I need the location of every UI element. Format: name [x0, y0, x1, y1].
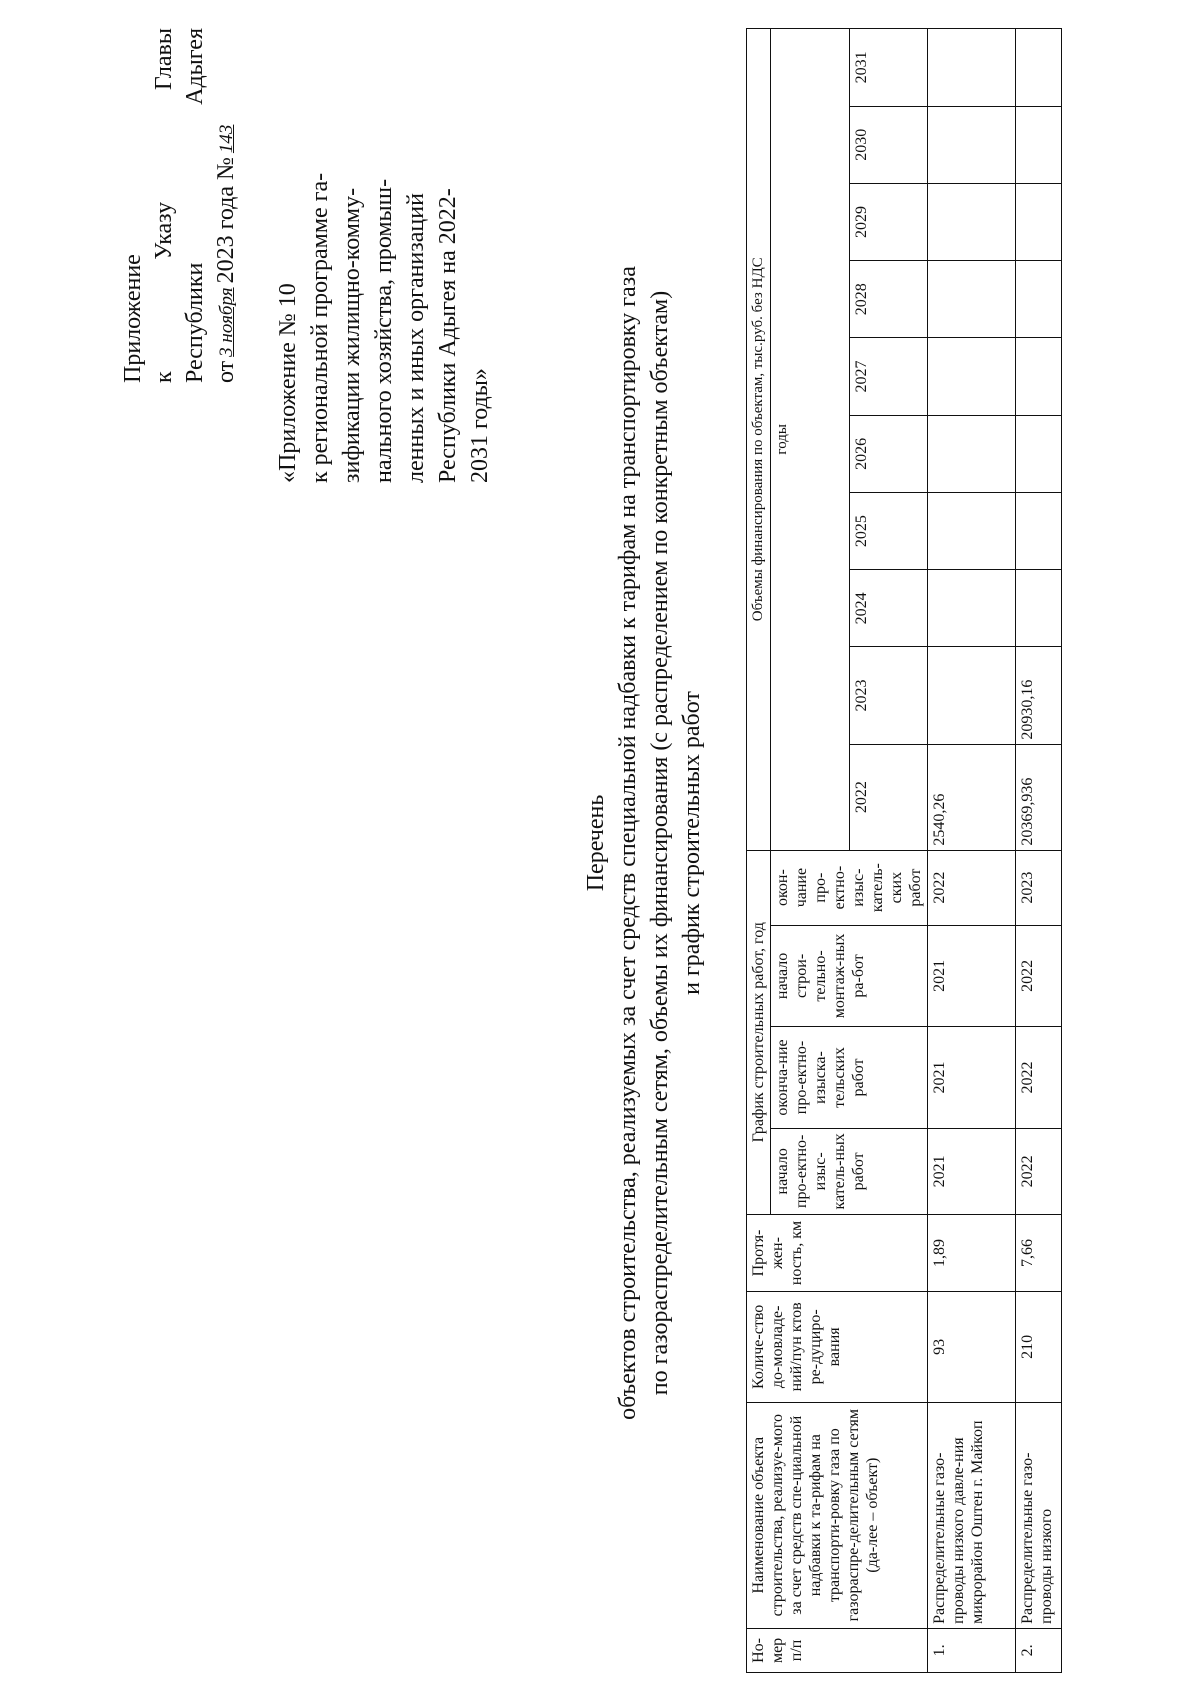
header-schedule-1: начало про-ектно-изыс-катель-ных работ	[771, 1128, 928, 1214]
cell-2028	[1016, 261, 1062, 338]
cell-2024	[1016, 570, 1062, 647]
header-count: Количе-ство до-мовладе-ний/пун ктов ре-дуциро-вания	[747, 1292, 928, 1402]
annex-date-prefix: от	[213, 360, 239, 383]
cell-count: 210	[1016, 1292, 1062, 1402]
annex-line1: Приложение	[120, 254, 146, 383]
cell-length: 1,89	[928, 1214, 1016, 1291]
header-schedule-2: оконча-ние про-ектно-изыска-тельских работ	[771, 1027, 928, 1129]
title-heading: Перечень	[583, 794, 609, 892]
header-name: Наименование объекта строительства, реализуе-мого за счет средств спе-циальной надбавки к та-рифам на транспорти-ровку газа по газораспре-делительным сетям (да-лее – объект)	[747, 1402, 928, 1628]
header-year-2025: 2025	[849, 492, 928, 569]
cell-schedule-2: 2021	[928, 1027, 1016, 1129]
header-year-2027: 2027	[849, 338, 928, 415]
annex2-line: «Приложение № 10	[275, 283, 301, 483]
header-schedule-group: График строительных работ, год	[747, 850, 771, 1214]
header-schedule-3: начало строи-тельно-монтаж-ных ра-бот	[771, 925, 928, 1027]
cell-2023	[928, 647, 1016, 744]
cell-length: 7,66	[1016, 1214, 1062, 1291]
header-num: Но-мер п/п	[747, 1628, 928, 1672]
header-year-2028: 2028	[849, 261, 928, 338]
cell-name: Распределительные газо-проводы низкого давле-ния микрорайон Оштен г. Майкоп	[928, 1402, 1016, 1628]
header-year-2023: 2023	[849, 647, 928, 744]
annex-10-note	[272, 28, 496, 483]
header-year-2022: 2022	[849, 744, 928, 850]
document-title	[580, 248, 708, 1438]
cell-schedule-4: 2023	[1016, 850, 1062, 925]
cell-2025	[928, 492, 1016, 569]
cell-name: Распределительные газо-проводы низкого	[1016, 1402, 1062, 1628]
annex2-line: Республики Адыгея на 2022-	[435, 188, 461, 483]
cell-2029	[1016, 183, 1062, 260]
header-year-2026: 2026	[849, 415, 928, 492]
annex-date: 3 ноября	[216, 287, 237, 357]
cell-num: 1.	[928, 1628, 1016, 1672]
annex-line2-b: Указу	[151, 201, 177, 260]
cell-schedule-1: 2021	[928, 1128, 1016, 1214]
annex2-line: к региональной программе га-	[307, 172, 333, 483]
cell-schedule-4: 2022	[928, 850, 1016, 925]
cell-count: 93	[928, 1292, 1016, 1402]
cell-2030	[928, 106, 1016, 183]
header-finance-group: Объемы финансирования по объектам, тыс.руб. без НДС	[747, 29, 771, 851]
cell-2022: 2540,26	[928, 744, 1016, 850]
annex-line3-a: Республики	[182, 262, 208, 383]
header-year-2030: 2030	[849, 106, 928, 183]
title-line: и график строительных работ	[679, 691, 705, 995]
annex-date-year: 2023 года №	[213, 157, 239, 284]
cell-schedule-2: 2022	[1016, 1027, 1062, 1129]
annex2-line: ленных и иных организаций	[403, 193, 429, 483]
objects-table	[746, 28, 1062, 1673]
annex-line2-c: Главы	[151, 28, 177, 91]
annex2-line: 2031 годы»	[467, 368, 493, 483]
annex2-line: зификации жилищно-комму-	[339, 187, 365, 483]
header-years-label: годы	[771, 29, 850, 851]
cell-num: 2.	[1016, 1628, 1062, 1672]
annex2-line: нального хозяйства, промыш-	[371, 178, 397, 483]
cell-2031	[928, 29, 1016, 107]
cell-2023: 20930,16	[1016, 647, 1062, 744]
header-schedule-4: окон-чание про-ектно-изыс-катель-ских работ	[771, 850, 928, 925]
header-year-2031: 2031	[849, 29, 928, 107]
header-year-2024: 2024	[849, 570, 928, 647]
header-year-2029: 2029	[849, 183, 928, 260]
header-length: Протя-жен-ность, км	[747, 1214, 928, 1291]
annex-line3-b: Адыгея	[182, 28, 208, 105]
objects-table-wrapper	[746, 28, 1062, 1673]
cell-2030	[1016, 106, 1062, 183]
header-row-1	[747, 29, 771, 1673]
cell-2024	[928, 570, 1016, 647]
annex-line2-a: к	[151, 371, 177, 383]
cell-schedule-1: 2022	[1016, 1128, 1062, 1214]
cell-2026	[928, 415, 1016, 492]
cell-schedule-3: 2021	[928, 925, 1016, 1027]
cell-2028	[928, 261, 1016, 338]
title-line: объектов строительства, реализуемых за счет средств специальной надбавки к тарифам на транспортировку газа	[615, 266, 641, 1420]
cell-2022: 20369,936	[1016, 744, 1062, 850]
cell-2026	[1016, 415, 1062, 492]
table-row	[928, 29, 1016, 1673]
cell-2027	[1016, 338, 1062, 415]
annex-header	[118, 28, 242, 383]
title-line: по газораспределительным сетям, объемы их финансирования (с распределением по конкретным объектам)	[647, 290, 673, 1396]
table-row	[1016, 29, 1062, 1673]
cell-2029	[928, 183, 1016, 260]
cell-2025	[1016, 492, 1062, 569]
cell-2031	[1016, 29, 1062, 107]
cell-schedule-3: 2022	[1016, 925, 1062, 1027]
cell-2027	[928, 338, 1016, 415]
annex-number: 143	[216, 124, 237, 154]
